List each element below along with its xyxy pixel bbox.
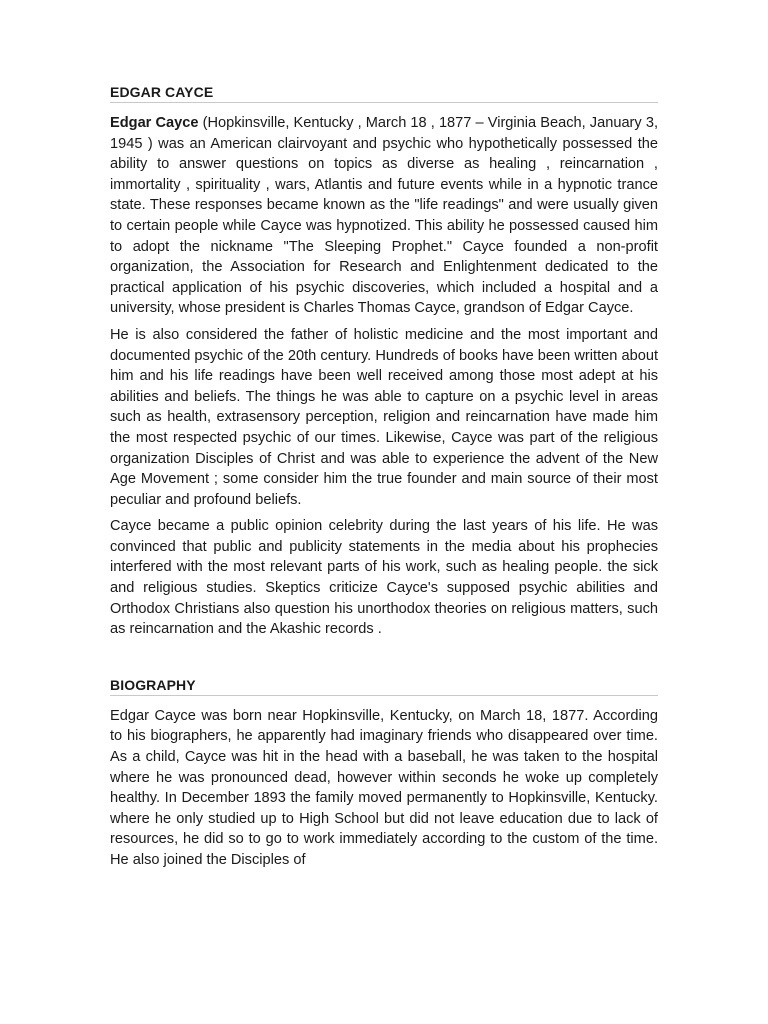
intro-paragraph-text: (Hopkinsville, Kentucky , March 18 , 1877 – Virginia Beach, January 3, 1945 ) was an American clairvoyant and psychic who hypothetically possessed the ability to answer questions on topics as diverse as healing , reincarnation , immortality , spirituality , wars, Atlantis and future events while in a hypnotic trance state. These responses became known as the "life readings" and were usually given to certain people while Cayce was hypnotized. This ability he possessed caused him to adopt the nickname "The Sleeping Prophet." Cayce founded a non-profit organization, the Association for Research and Enlightenment dedicated to the practical application of his psychic discoveries, which included a hospital and a university, whose president is Charles Thomas Cayce, grandson of Edgar Cayce. (110, 115, 658, 317)
body-paragraph: Cayce became a public opinion celebrity during the last years of his life. He was convinced that public and publicity statements in the media about his prophecies interfered with the most relevant parts of his work, such as healing people. the sick and religious studies. Skeptics criticize Cayce's supposed psychic abilities and Orthodox Christians also question his unorthodox theories on religious matters, such as reincarnation and the Akashic records . (110, 518, 658, 638)
section-heading: BIOGRAPHY (110, 677, 658, 696)
document-page (110, 84, 658, 877)
body-paragraph: He is also considered the father of holistic medicine and the most important and documented psychic of the 20th century. Hundreds of books have been written about him and his life readings have been well received among those most adept at his abilities and beliefs. The things he was able to capture on a psychic level in areas such as health, extrasensory perception, religion and reincarnation have made him the most respected psychic of our times. Likewise, Cayce was part of the religious organization Disciples of Christ and was able to experience the advent of the New Age Movement ; some consider him the true founder and main source of their most peculiar and profound beliefs. (110, 326, 658, 508)
section-edgar-cayce (110, 84, 658, 640)
section-heading: EDGAR CAYCE (110, 84, 658, 103)
section-biography (110, 677, 658, 871)
lead-name: Edgar Cayce (110, 115, 199, 131)
intro-paragraph (110, 113, 658, 319)
body-paragraph: Edgar Cayce was born near Hopkinsville, Kentucky, on March 18, 1877. According to his biographers, he apparently had imaginary friends who disappeared over time. As a child, Cayce was hit in the head with a baseball, he was taken to the hospital where he was pronounced dead, however within seconds he woke up completely healthy. In December 1893 the family moved permanently to Hopkinsville, Kentucky. where he only studied up to High School but did not leave education due to lack of resources, he did so to go to work immediately according to the custom of the time. He also joined the Disciples of (110, 707, 658, 868)
section-spacer (110, 646, 658, 677)
